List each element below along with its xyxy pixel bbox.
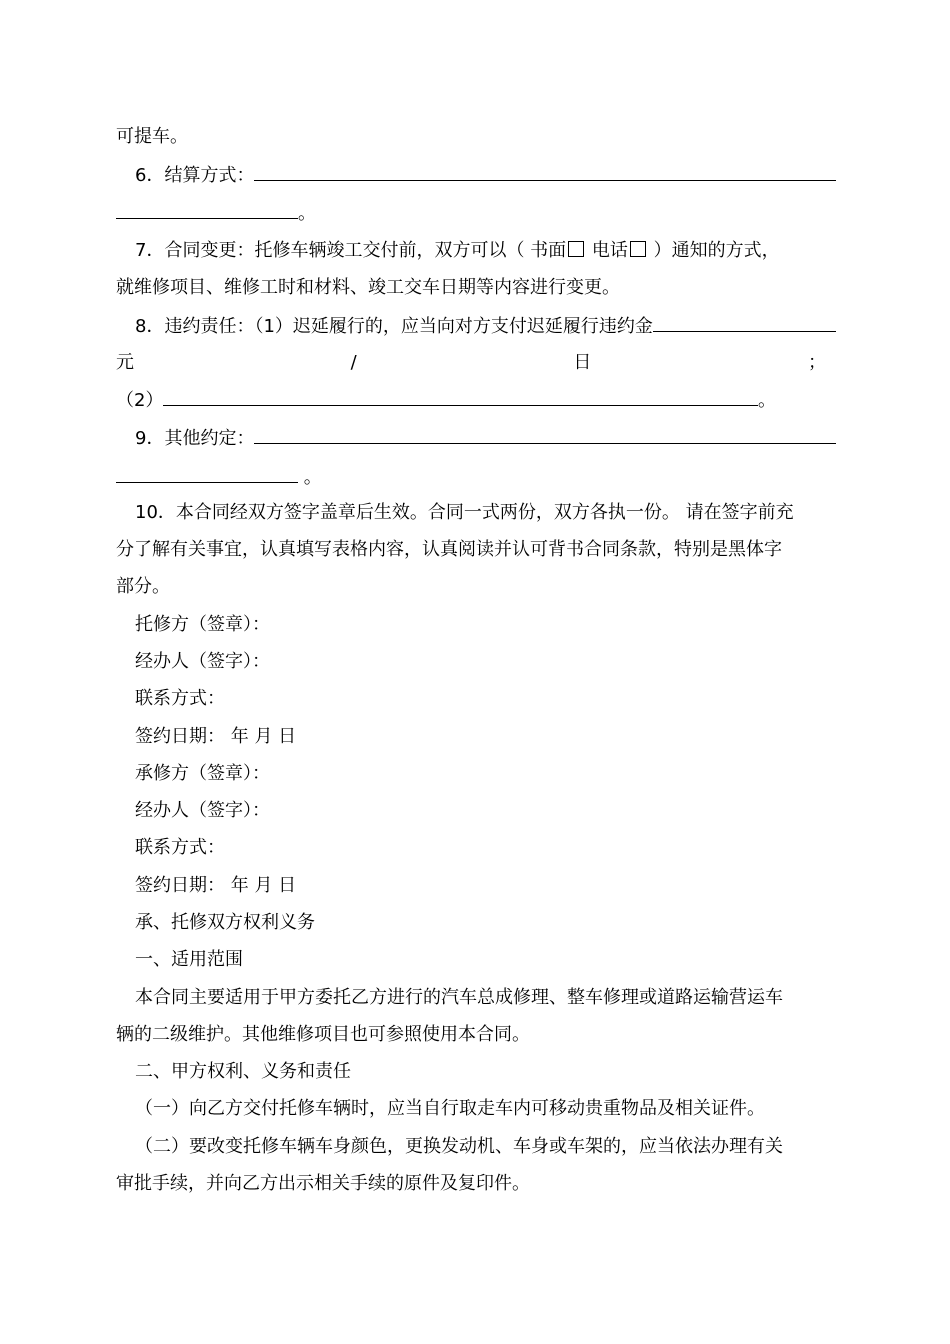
text-line: 部分。	[116, 576, 170, 597]
other-blank-2[interactable]	[116, 464, 298, 483]
text-line: 审批手续，并向乙方出示相关手续的原件及复印件。	[116, 1173, 530, 1194]
change-clause	[135, 238, 836, 264]
repairer-contact-label: 联系方式：	[135, 837, 225, 858]
section-heading: 承、托修双方权利义务	[135, 912, 315, 933]
section-heading: 二、甲方权利、义务和责任	[135, 1061, 351, 1082]
penalty-blank[interactable]	[653, 313, 836, 332]
settlement-clause	[135, 162, 836, 188]
period: 。	[758, 390, 776, 411]
settlement-blank-2[interactable]	[116, 200, 298, 219]
client-date-label: 签约日期： 年 月 日	[135, 726, 297, 747]
penalty-unit-line	[116, 350, 826, 376]
change-text-a: 7．合同变更：托修车辆竣工交付前，双方可以（ 书面	[135, 240, 567, 261]
settlement-label: 6．结算方式：	[135, 165, 255, 186]
text-line: （二）要改变托修车辆车身颜色，更换发动机、车身或车架的，应当依法办理有关	[135, 1136, 783, 1157]
repairer-signature-label: 承修方（签章）：	[135, 763, 270, 784]
change-text-c: ）通知的方式，	[647, 240, 780, 261]
text-line: 10．本合同经双方签字盖章后生效。合同一式两份，双方各执一份。 请在签字前充	[135, 502, 794, 523]
semicolon: ；	[808, 352, 826, 373]
text-line: （一）向乙方交付托修车辆时，应当自行取走车内可移动贵重物品及相关证件。	[135, 1098, 765, 1119]
period: 。	[298, 203, 316, 224]
yuan: 元	[116, 352, 134, 373]
day: 日	[573, 352, 592, 373]
phone-checkbox[interactable]	[630, 241, 646, 257]
other-clause	[135, 425, 836, 451]
repairer-date-label: 签约日期： 年 月 日	[135, 875, 297, 896]
text-line: 分了解有关事宜，认真填写表格内容，认真阅读并认可背书合同条款，特别是黑体字	[116, 539, 782, 560]
other-label: 9．其他约定：	[135, 428, 255, 449]
change-text-b: 电话	[586, 240, 628, 261]
text-line: 辆的二级维护。其他维修项目也可参照使用本合同。	[116, 1024, 530, 1045]
period: 。	[298, 467, 322, 488]
item-2-blank[interactable]	[163, 387, 758, 406]
repairer-handler-label: 经办人（签字）：	[135, 800, 270, 821]
text-line: 本合同主要适用于甲方委托乙方进行的汽车总成修理、整车修理或道路运输营运车	[135, 987, 783, 1008]
client-signature-label: 托修方（签章）：	[135, 614, 270, 635]
breach-item-2	[116, 387, 776, 413]
client-contact-label: 联系方式：	[135, 688, 225, 709]
settlement-continuation	[116, 200, 836, 226]
text-line: 就维修项目、维修工时和材料、竣工交车日期等内容进行变更。	[116, 277, 620, 298]
section-heading: 一、适用范围	[135, 949, 243, 970]
other-continuation	[116, 464, 836, 490]
settlement-blank[interactable]	[254, 162, 836, 181]
breach-label: 8．违约责任：（1）迟延履行的，应当向对方支付迟延履行违约金	[135, 316, 653, 337]
slash: /	[350, 352, 357, 373]
other-blank[interactable]	[254, 425, 836, 444]
breach-clause	[135, 313, 836, 339]
text-line: 可提车。	[116, 126, 188, 147]
written-checkbox[interactable]	[568, 241, 584, 257]
item-2-label: （2）	[116, 390, 164, 411]
client-handler-label: 经办人（签字）：	[135, 651, 270, 672]
